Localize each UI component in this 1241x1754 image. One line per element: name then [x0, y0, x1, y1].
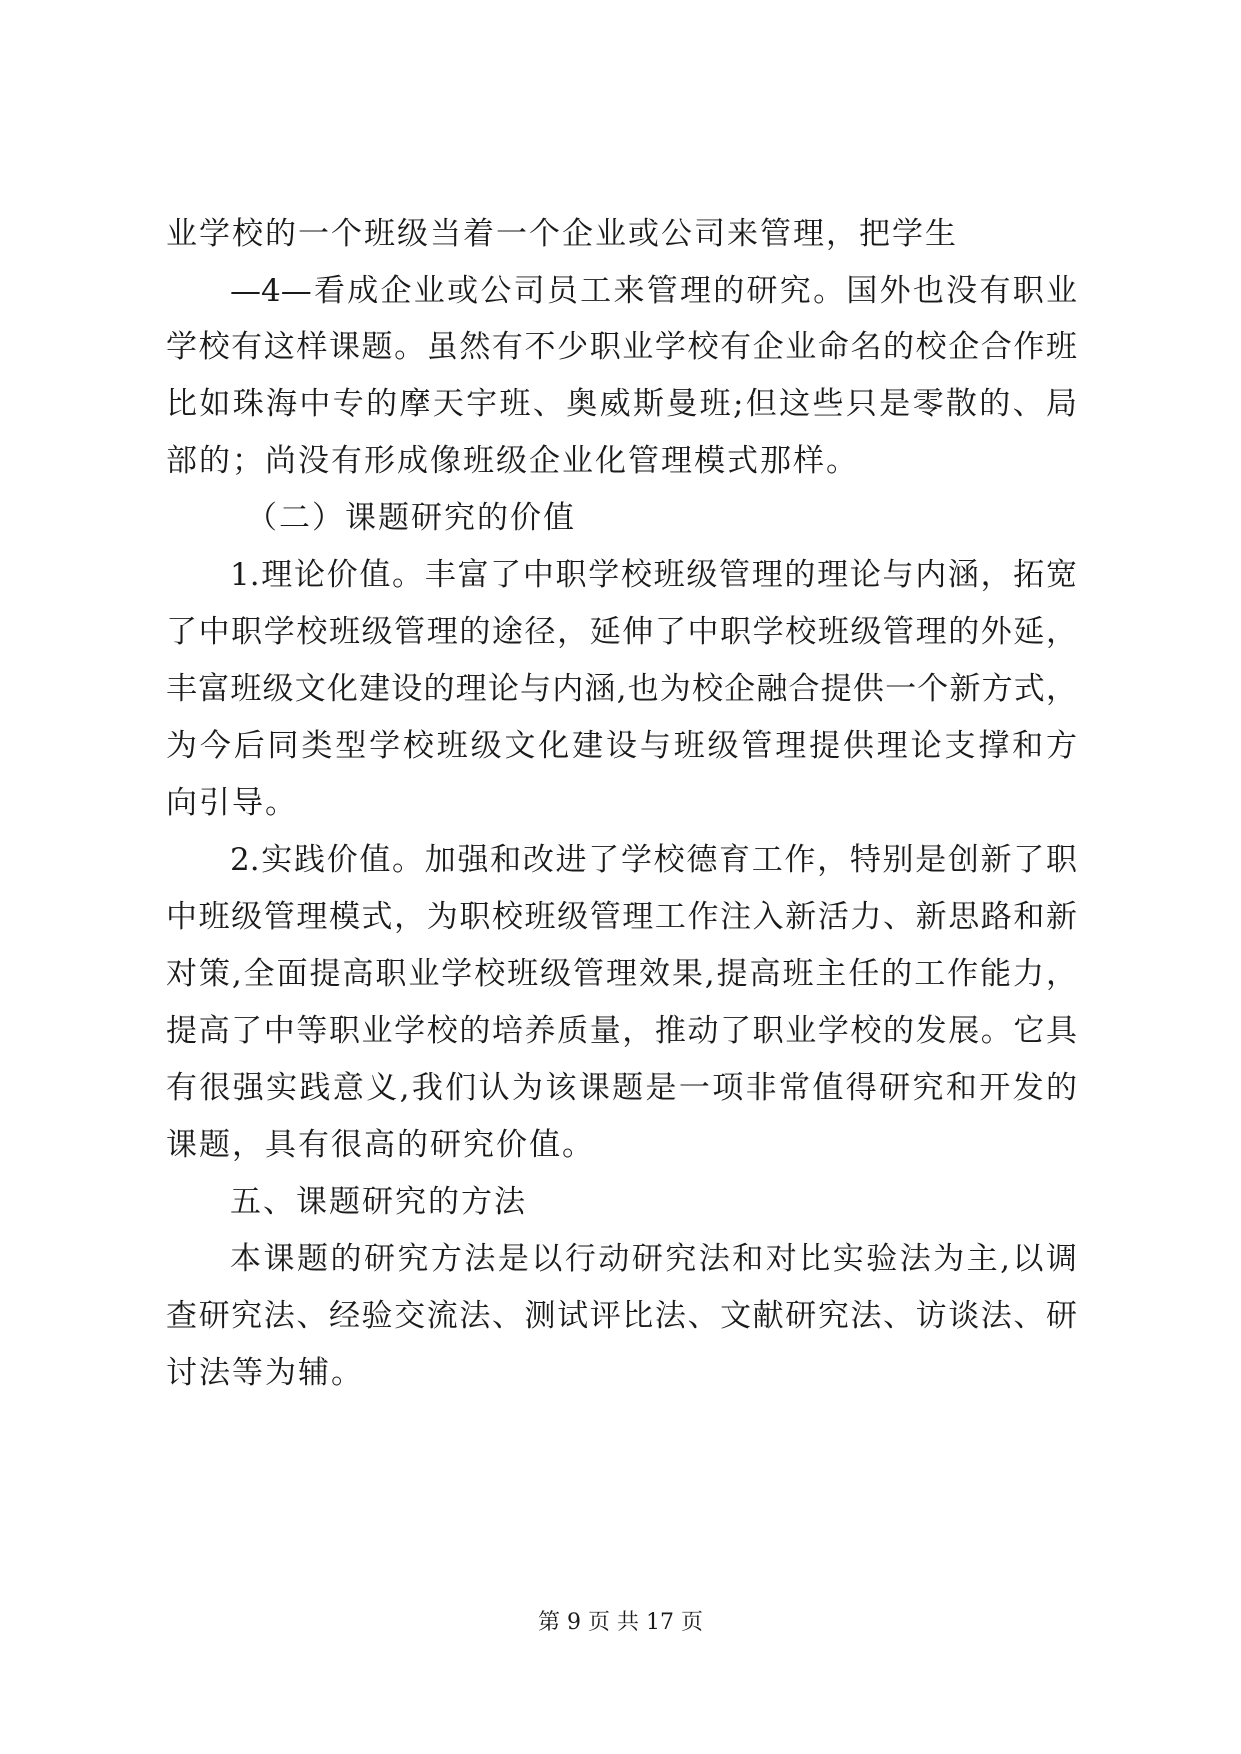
- text-line: 比如珠海中专的摩天宇班、奥威斯曼班;但这些只是零散的、局: [166, 386, 1077, 422]
- text-line: 向引导。: [166, 785, 298, 821]
- text-line: —4—看成企业或公司员工来管理的研究。国外也没有职业: [230, 273, 1077, 309]
- text-line: 业学校的一个班级当着一个企业或公司来管理，把学生: [166, 216, 958, 252]
- text-line: 1.理论价值。丰富了中职学校班级管理的理论与内涵，拓宽: [230, 557, 1077, 593]
- text-line: 查研究法、经验交流法、测试评比法、文献研究法、访谈法、研: [166, 1298, 1077, 1334]
- text-line: 有很强实践意义,我们认为该课题是一项非常值得研究和开发的: [166, 1070, 1077, 1106]
- text-line: 提高了中等职业学校的培养质量，推动了职业学校的发展。它具: [166, 1013, 1077, 1049]
- text-line: 了中职学校班级管理的途径，延伸了中职学校班级管理的外延，: [166, 614, 1077, 650]
- text-line: 中班级管理模式，为职校班级管理工作注入新活力、新思路和新: [166, 899, 1077, 935]
- text-line: 课题，具有很高的研究价值。: [166, 1127, 595, 1163]
- section-heading: 五、课题研究的方法: [230, 1184, 527, 1220]
- text-line: 对策,全面提高职业学校班级管理效果,提高班主任的工作能力，: [166, 956, 1077, 992]
- text-line: 丰富班级文化建设的理论与内涵,也为校企融合提供一个新方式，: [166, 671, 1077, 707]
- section-heading: （二）课题研究的价值: [246, 500, 576, 536]
- text-line: 为今后同类型学校班级文化建设与班级管理提供理论支撑和方: [166, 728, 1077, 764]
- text-line: 学校有这样课题。虽然有不少职业学校有企业命名的校企合作班: [166, 329, 1077, 365]
- text-line: 讨法等为辅。: [166, 1355, 364, 1391]
- text-line: 2.实践价值。加强和改进了学校德育工作，特别是创新了职: [230, 842, 1077, 878]
- text-line: 本课题的研究方法是以行动研究法和对比实验法为主,以调: [230, 1241, 1077, 1277]
- page-number-footer: 第 9 页 共 17 页: [538, 1610, 703, 1635]
- text-line: 部的；尚没有形成像班级企业化管理模式那样。: [166, 443, 859, 479]
